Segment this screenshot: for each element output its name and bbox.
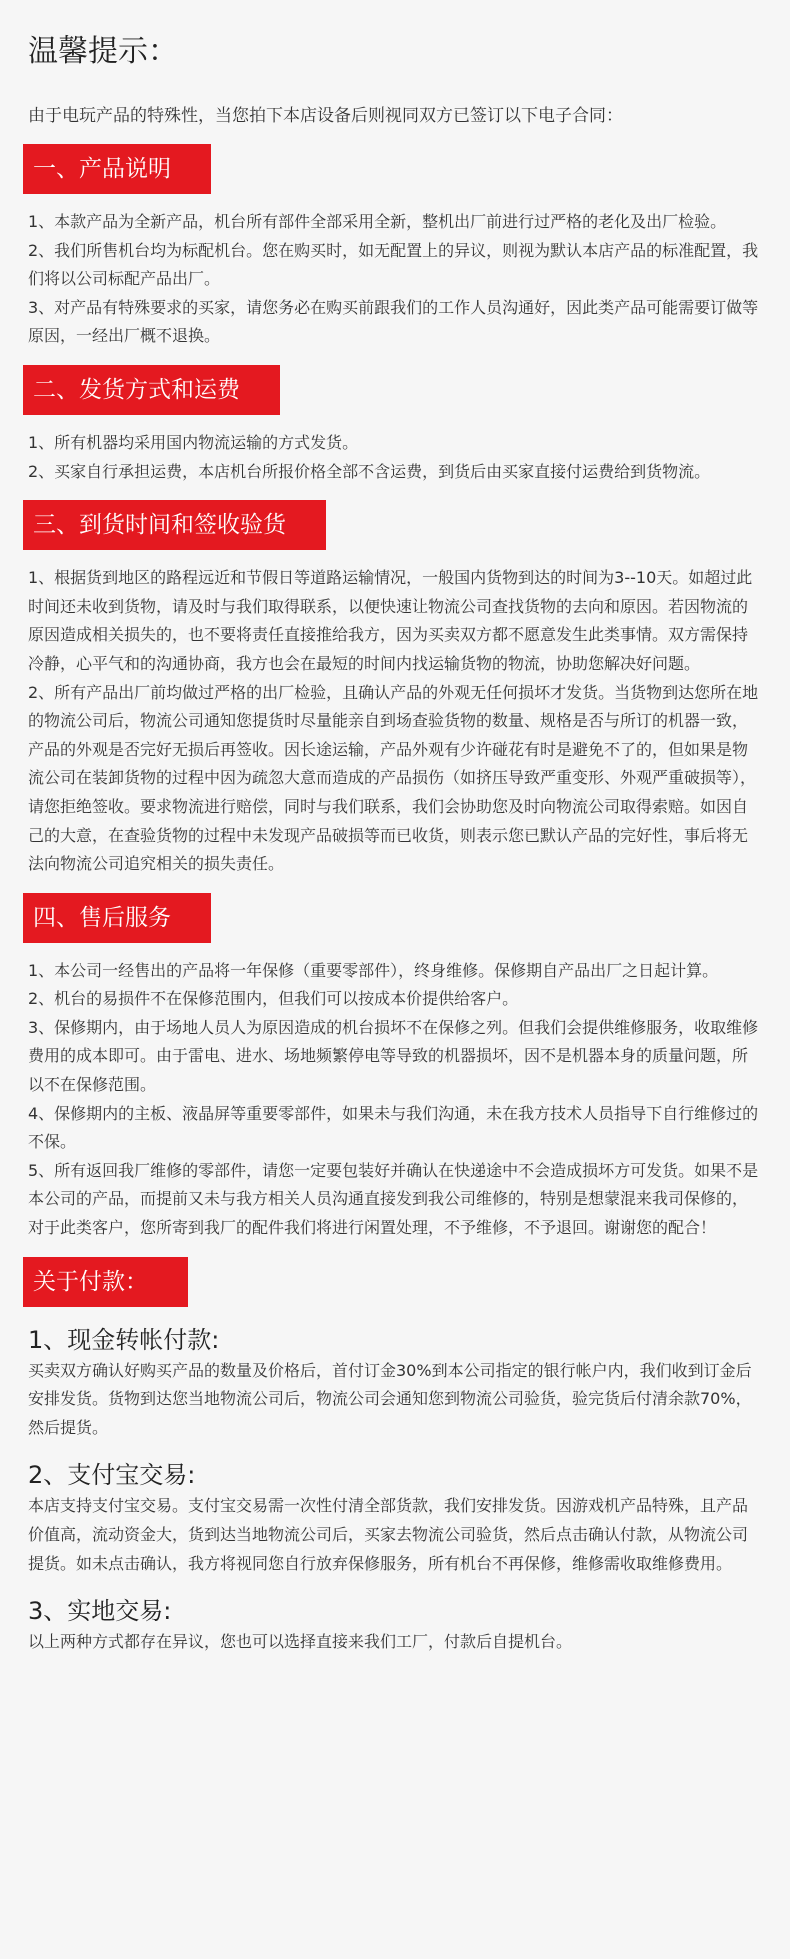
payment-method-body: 本店支持支付宝交易。支付宝交易需一次性付清全部货款，我们安排发货。因游戏机产品特殊，且产品价值高，流动资金大，货到达当地物流公司后，买家去物流公司验货，然后点击确认付款，从物流公司提货。如未点击确认，我方将视同您自行放弃保修服务，所有机台不再保修，维修需收取维修费用。 [28,1496,749,1573]
paragraph: 3、对产品有特殊要求的买家，请您务必在购买前跟我们的工作人员沟通好，因此类产品可能需要订做等原因，一经出厂概不退换。 [28,297,759,346]
paragraph: 2、所有产品出厂前均做过严格的出厂检验，且确认产品的外观无任何损坏才发货。当货物到达您所在地的物流公司后，物流公司通知您提货时尽量能亲自到场查验货物的数量、规格是否与所订的机器一致，产品的外观是否完好无损后再签收。因长途运输，产品外观有少许碰花有时是避免不了的，但如果是物流公司在装卸货物的过程中因为疏忽大意而造成的产品损伤（如挤压导致严重变形、外观严重破损等），请您拒绝签收。要求物流进行赔偿，同时与我们联系，我们会协助您及时向物流公司取得索赔。如因自己的大意，在查验货物的过程中未发现产品破损等而已收货，则表示您已默认产品的完好性，事后将无法向物流公司追究相关的损失责任。 [28,682,759,874]
paragraph: 3、保修期内，由于场地人员人为原因造成的机台损坏不在保修之列。但我们会提供维修服务，收取维修费用的成本即可。由于雷电、进水、场地频繁停电等导致的机器损坏，因不是机器本身的质量问题，所以不在保修范围。 [28,1017,759,1095]
paragraph: 1、所有机器均采用国内物流运输的方式发货。 [28,432,359,452]
section-header-shipping: 二、发货方式和运费 [23,365,280,415]
payment-method-title: 2、支付宝交易: [28,1461,196,1490]
intro-text: 由于电玩产品的特殊性，当您拍下本店设备后则视同双方已签订以下电子合同： [28,106,623,126]
paragraph: 2、买家自行承担运费，本店机台所报价格全部不含运费，到货后由买家直接付运费给到货物流。 [28,461,711,481]
section-header-payment: 关于付款： [23,1257,188,1307]
paragraph: 1、本款产品为全新产品，机台所有部件全部采用全新，整机出厂前进行过严格的老化及出厂检验。 [28,212,727,231]
section-header-aftersales: 四、售后服务 [23,893,211,943]
payment-method-title: 3、实地交易: [28,1597,172,1626]
payment-method-title: 1、现金转帐付款: [28,1325,220,1354]
payment-method-body: 买卖双方确认好购买产品的数量及价格后，首付订金30%到本公司指定的银行帐户内，我们收到订金后安排发货。货物到达您当地物流公司后，物流公司会通知您到物流公司验货，验完货后付清余款70%，然后提货。 [28,1360,752,1437]
section-body-delivery [28,564,762,879]
paragraph: 4、保修期内的主板、液晶屏等重要零部件，如果未与我们沟通，未在我方技术人员指导下自行维修过的不保。 [28,1103,759,1152]
section-header-product: 一、产品说明 [23,144,211,194]
paragraph: 1、本公司一经售出的产品将一年保修（重要零部件），终身维修。保修期自产品出厂之日起计算。 [28,960,719,980]
section-body-shipping [28,429,762,486]
paragraph: 2、我们所售机台均为标配机台。您在购买时，如无配置上的异议，则视为默认本店产品的标准配置，我们将以公司标配产品出厂。 [28,240,759,289]
page-title: 温馨提示： [28,34,178,69]
paragraph: 2、机台的易损件不在保修范围内，但我们可以按成本价提供给客户。 [28,989,519,1009]
section-body-aftersales [28,957,762,1243]
payment-method-body: 以上两种方式都存在异议，您也可以选择直接来我们工厂，付款后自提机台。 [28,1632,573,1652]
section-header-delivery: 三、到货时间和签收验货 [23,500,326,550]
paragraph: 1、根据货到地区的路程远近和节假日等道路运输情况，一般国内货物到达的时间为3--10天。如超过此时间还未收到货物，请及时与我们取得联系，以便快速让物流公司查找货物的去向和原因。若因物流的原因造成相关损失的，也不要将责任直接推给我方，因为买卖双方都不愿意发生此类事情。双方需保持冷静，心平气和的沟通协商，我方也会在最短的时间内找运输货物的物流，协助您解决好问题。 [28,568,753,673]
section-body-product [28,208,762,351]
paragraph: 5、所有返回我厂维修的零部件，请您一定要包装好并确认在快递途中不会造成损坏方可发货。如果不是本公司的产品，而提前又未与我方相关人员沟通直接发到我公司维修的，特别是想蒙混来我司保修的，对于此类客户，您所寄到我厂的配件我们将进行闲置处理，不予维修，不予退回。谢谢您的配合！ [28,1160,759,1238]
